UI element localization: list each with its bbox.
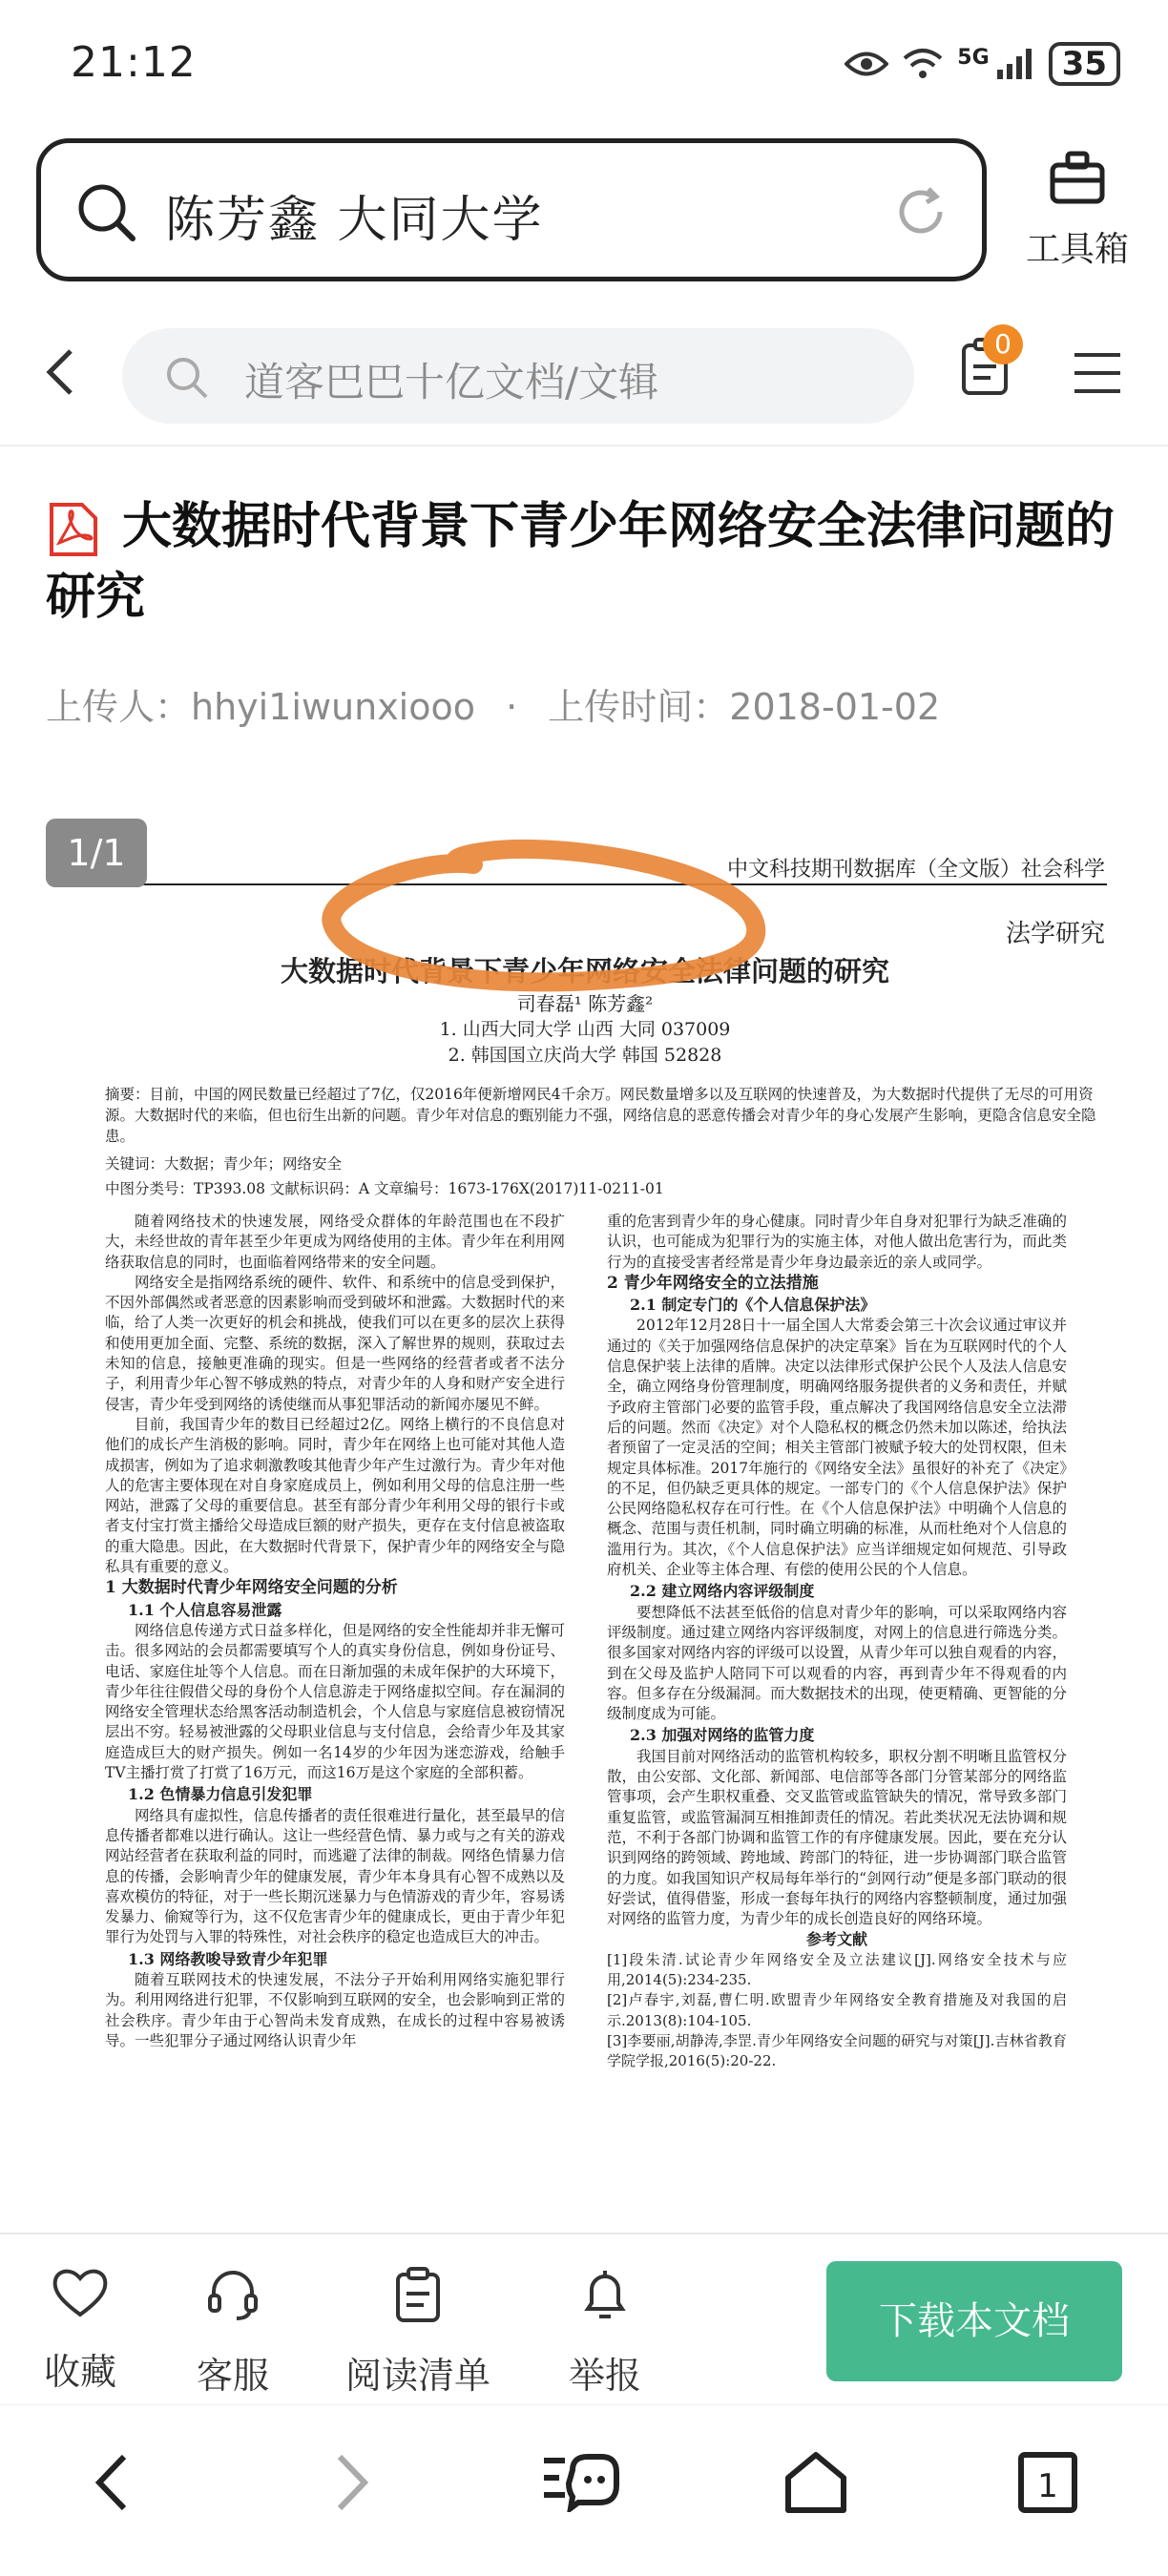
search-icon	[164, 355, 210, 401]
paper-section: 法学研究	[1005, 920, 1105, 948]
headset-icon	[206, 2267, 260, 2322]
tabs-icon[interactable]	[1017, 2449, 1078, 2516]
reading-list-label: 阅读清单	[345, 2355, 491, 2397]
paper-heading: 2 青少年网络安全的立法措施	[607, 1273, 819, 1293]
network-type: 5G	[957, 45, 990, 70]
references-heading: 参考文献	[805, 1930, 867, 1949]
reading-list-button[interactable]	[345, 2267, 490, 2399]
paper-paragraph: 目前，我国青少年的数目已经超过2亿。网络上横行的不良信息对他们的成长产生消极的影响。同时，青少年在网络上也可能对其他人造成损害，例如为了追求刺激教唆其他青少年产生过激行为。青少年对他人的危害主要体现在对自身家庭成员上，例如利用父母的信息注册一些网站，泄露了父母的重要信息。甚至有部分青少年利用父母的银行卡或者支付宝打赏主播给父母造成巨额的财产损失，更存在支付信息被盗取的重大隐患。因此，在大数据时代背景下，保护青少年的网络安全与隐私具有重要的意义。	[105, 1415, 565, 1576]
download-button[interactable]: 下载本文档	[826, 2261, 1122, 2381]
paper-subheading: 1.3 网络教唆导致青少年犯罪	[128, 1949, 328, 1968]
eye-icon	[845, 50, 888, 78]
document-meta	[46, 677, 940, 730]
paper-column-right	[607, 1212, 1067, 2071]
meta-separator: ·	[506, 686, 518, 728]
signal-icon	[995, 47, 1035, 81]
report-label: 举报	[569, 2355, 642, 2397]
search-icon	[75, 181, 138, 244]
status-time: 21:12	[71, 38, 197, 87]
cart-badge: 0	[983, 324, 1023, 364]
paper-subheading: 2.2 建立网络内容评级制度	[630, 1582, 815, 1601]
back-icon[interactable]	[42, 343, 80, 401]
browser-back-icon[interactable]	[88, 2449, 136, 2516]
bottom-action-bar	[0, 2233, 1168, 2404]
upload-time: 上传时间：2018-01-02	[548, 686, 941, 728]
paper-authors: 司春磊¹ 陈芳鑫²	[516, 992, 654, 1015]
browser-forward-icon[interactable]	[328, 2449, 376, 2516]
paper-paragraph: 重的危害到青少年的身心健康。同时青少年自身对犯罪行为缺乏准确的认识，也可能成为犯罪行为的实施主体，对他人做出危害行为，而此类行为的直接受害者经常是青少年身边最亲近的亲人或同学。	[607, 1213, 1067, 1271]
paper-subheading: 2.1 制定专门的《个人信息保护法》	[630, 1296, 876, 1315]
svg-text:1: 1	[1037, 2467, 1058, 2505]
home-icon[interactable]	[782, 2449, 849, 2516]
browser-bottom-nav	[0, 2404, 1168, 2576]
customer-service-label: 客服	[197, 2355, 270, 2397]
status-bar	[0, 0, 1168, 134]
toolbox-button[interactable]	[1015, 148, 1139, 271]
browser-address-bar[interactable]	[36, 138, 987, 281]
journal-name: 中文科技期刊数据库（全文版）社会科学	[726, 858, 1105, 882]
page-counter: 1/1	[46, 819, 147, 887]
paper-paragraph: 网络安全是指网络系统的硬件、软件、和系统中的信息受到保护，不因外部偶然或者恶意的因素影响而受到破坏和泄露。大数据时代的来临，给了人类一次更好的机会和挑战，使我们可以在更多的层次上获得和使用更加全面、完整、系统的数据，深入了解世界的规则，获取过去未知的信息，接触更准确的现实。但是一些网络的经营者或者不法分子，利用青少年心智不够成熟的特点，对青少年的人身和财产安全进行侵害，青少年受到网络的诱使继而从事犯罪活动的新闻亦屡见不鲜。	[105, 1273, 565, 1413]
favorite-label: 收藏	[44, 2351, 117, 2393]
paper-paragraph: 网络具有虚拟性，信息传播者的责任很难进行量化，甚至最早的信息传播者都难以进行确认。这让一些经营色情、暴力或与之有关的游戏网站经营者在获取利益的同时，而逃避了法律的制裁。网络色情暴力信息的传播，会影响青少年的健康发展，青少年本身具有心智不成熟以及喜欢模仿的特征，对于一些长期沉迷暴力与色情游戏的青少年，容易诱发暴力、偷窥等行为，这不仅危害青少年的健康成长，更由于青少年犯罪行为处罚与入罪的特殊性，对社会秩序的稳定也造成巨大的冲击。	[105, 1806, 565, 1946]
paper-title: 大数据时代背景下青少年网络安全法律问题的研究	[280, 955, 889, 987]
paper-subheading: 2.3 加强对网络的监管力度	[630, 1726, 815, 1745]
status-icons	[845, 42, 1120, 86]
toolbox-label: 工具箱	[1025, 230, 1129, 269]
paper-paragraph: 随着网络技术的快速发展，网络受众群体的年龄范围也在不段扩大，未经世故的青年甚至少年更成为网络使用的主体。青少年在利用网络获取信息的同时，也面临着网络带来的安全问题。	[105, 1213, 565, 1271]
customer-service-button[interactable]	[197, 2267, 269, 2399]
clipboard-icon	[394, 2267, 442, 2322]
paper-paragraph: 我国目前对网络活动的监管机构较多，职权分割不明晰且监管权分散，由公安部、文化部、新闻部、电信部等各部门分管某部分的网络监管事项，会产生职权重叠、交叉监管或监管缺失的情况，常导致多部门重复监管，或监管漏洞互相推卸责任的情况。若此类状况无法协调和规范，不利于各部门协调和监管工作的有序健康发展。因此，要在充分认识到网络的跨领域、跨地域、跨部门的特征，进一步协调部门联合监管的力度。如我国知识产权局每年举行的“剑网行动”便是多部门联动的很好尝试，值得借鉴，形成一套每年执行的网络内容整顿制度，通过加强对网络的监管力度，为青少年的成长创造良好的网络环境。	[607, 1747, 1067, 1928]
menu-icon[interactable]	[1073, 351, 1122, 395]
reference-item: [1]段朱清.试论青少年网络安全及立法建议[J].网络安全技术与应用,2014(5):234-235.	[607, 1950, 1067, 1988]
address-bar-text: 陈芳鑫 大同大学	[165, 192, 544, 249]
paper-affiliation-2: 2. 韩国国立庆尚大学 韩国 52828	[448, 1045, 722, 1066]
paper-subheading: 1.1 个人信息容易泄露	[128, 1600, 282, 1619]
paper-keywords: 关键词：大数据；青少年；网络安全	[105, 1155, 343, 1173]
paper-heading: 1 大数据时代青少年网络安全问题的分析	[105, 1578, 398, 1598]
report-button[interactable]	[569, 2267, 641, 2399]
battery-indicator: 35	[1049, 42, 1120, 86]
toolbox-icon	[1047, 148, 1108, 209]
reference-item: [3]李要丽,胡静涛,李罡.青少年网络安全问题的研究与对策[J].吉林省教育学院学报,2016(5):20-22.	[607, 2031, 1067, 2070]
header-rule	[103, 883, 1107, 885]
document-page-viewer[interactable]	[36, 819, 1134, 2231]
site-search-placeholder: 道客巴巴十亿文档/文辑	[244, 359, 659, 405]
refresh-icon[interactable]	[892, 183, 949, 240]
divider	[0, 445, 1168, 447]
paper-paragraph: 随着互联网技术的快速发展，不法分子开始利用网络实施犯罪行为。利用网络进行犯罪，不仅影响到互联网的安全，也会影响到正常的社会秩序。青少年由于心智尚未发育成熟，在成长的过程中容易被诱导。一些犯罪分子通过网络认识青少年	[105, 1970, 565, 2049]
ai-assistant-icon[interactable]	[540, 2449, 620, 2512]
paper-subheading: 1.2 色情暴力信息引发犯罪	[128, 1785, 313, 1804]
paper-affiliation-1: 1. 山西大同大学 山西 大同 037009	[439, 1019, 731, 1040]
paper-paragraph: 要想降低不法甚至低俗的信息对青少年的影响，可以采取网络内容评级制度。通过建立网络内容评级制度，对网上的信息进行筛选分类。很多国家对网络内容的评级可以设置，从青少年可以独自观看的内容，到在父母及监护人陪同下可以观看的内容，再到青少年不得观看的内容。但多存在分级漏洞。而大数据技术的出现，使更精确、更智能的分级制度成为可能。	[607, 1603, 1067, 1723]
uploader: 上传人：hhyi1iwunxiooo	[46, 686, 475, 728]
paper-paragraph: 2012年12月28日十一届全国人大常委会第三十次会议通过审议并通过的《关于加强网络信息保护的决定草案》旨在为互联网时代的个人信息保护装上法律的盾牌。决定以法律形式保护公民个人及法人信息安全，确立网络身份管理制度，明确网络服务提供者的义务和责任，并赋予政府主管部门必要的监管手段，重点解决了我国网络信息安全立法滞后的问题。然而《决定》对个人隐私权的概念仍然未加以陈述，给执法者预留了一定灵活的空间；相关主管部门被赋予较大的处罚权限，但未规定具体标准。2017年施行的《网络安全法》虽很好的补充了《决定》的不足，但仍缺乏更具体的规定。一部专门的《个人信息保护法》保护公民网络隐私权存在可行性。在《个人信息保护法》中明确个人信息的概念、范围与责任机制，同时确立明确的标准，从而杜绝对个人信息的滥用行为。其次，《个人信息保护法》应当详细规定如何规范、引导政府机关、企业等主体合理、有偿的使用公民的个人信息。	[607, 1317, 1067, 1579]
heart-icon	[52, 2267, 109, 2318]
bell-icon	[580, 2267, 630, 2322]
paper-classification: 中图分类号：TP393.08 文献标识码：A 文章编号：1673-176X(2017)11-0211-01	[105, 1180, 664, 1197]
site-search-input[interactable]	[122, 328, 914, 424]
paper-column-left	[105, 1212, 565, 2051]
paper-abstract: 摘要：目前，中国的网民数量已经超过了7亿，仅2016年便新增网民4千余万。网民数量增多以及互联网的快速普及，为大数据时代提供了无尽的可用资源。大数据时代的来临，但也衍生出新的问题。青少年对信息的甄别能力不强，网络信息的恶意传播会对青少年的身心发展产生影响，更隐含信息安全隐患。	[105, 1086, 1096, 1145]
reference-item: [2]卢春宇,刘磊,曹仁明.欧盟青少年网络安全教育措施及对我国的启示.2013(8):104-105.	[607, 1991, 1067, 2029]
document-title: 大数据时代背景下青少年网络安全法律问题的研究	[46, 498, 1116, 626]
wifi-icon	[902, 47, 944, 81]
paper-paragraph: 网络信息传递方式日益多样化，但是网络的安全性能却并非无懈可击。很多网站的会员都需要填写个人的真实身份信息，例如身份证号、电话、家庭住址等个人信息。而在日渐加强的未成年保护的大环境下，青少年往往假借父母的身份个人信息游走于网络虚拟空间。存在漏洞的网络安全管理状态给黑客活动制造机会，个人信息与家庭信息被窃情况层出不穷。轻易被泄露的父母职业信息与支付信息，会给青少年及其家庭造成巨大的财产损失。例如一名14岁的少年因为迷恋游戏，给触手TV主播打赏了打赏了16万元，而这16万是这个家庭的全部积蓄。	[105, 1621, 565, 1782]
site-nav	[0, 315, 1168, 439]
favorite-button[interactable]	[44, 2267, 116, 2395]
